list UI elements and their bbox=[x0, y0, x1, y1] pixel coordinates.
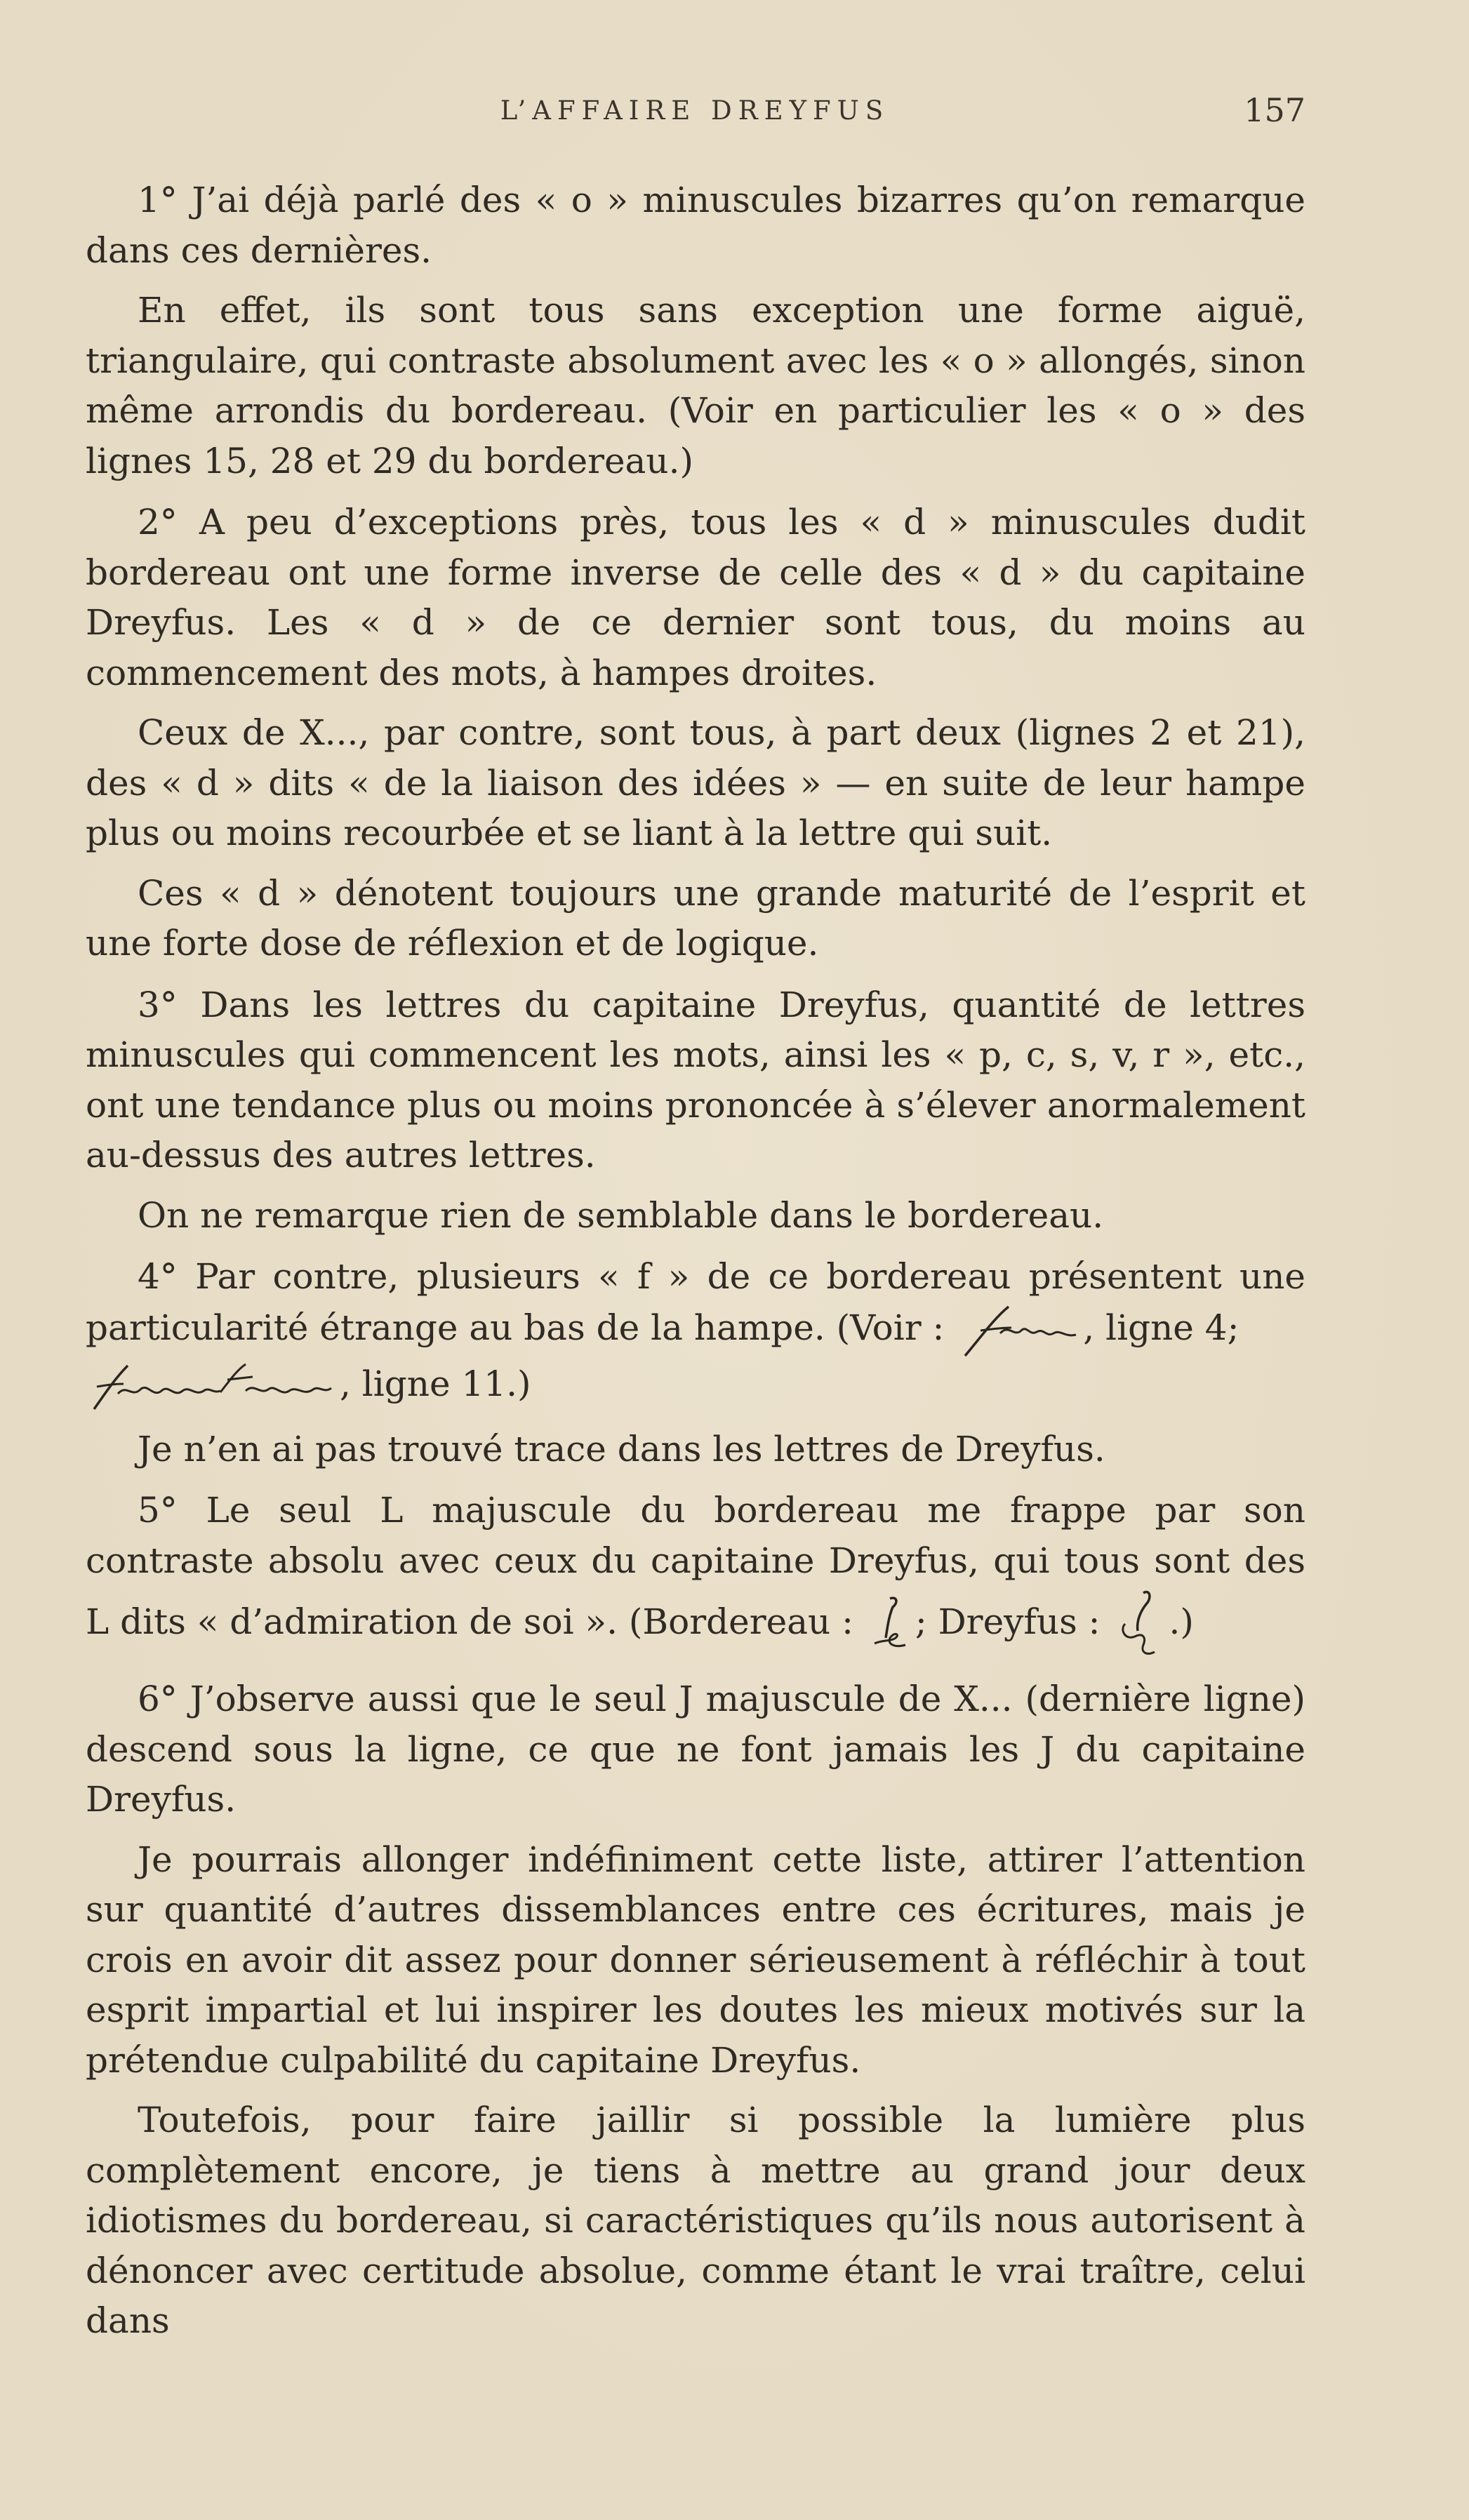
handwriting-sample-l-dreyfus bbox=[1115, 1586, 1164, 1663]
running-title: L’AFFAIRE DREYFUS bbox=[500, 95, 890, 126]
paragraph-8-text-b: , ligne 4; bbox=[1083, 1307, 1239, 1348]
handwriting-sample-f-ligne-4 bbox=[959, 1302, 1079, 1359]
paragraph-10-text-b: ; Dreyfus : bbox=[915, 1601, 1101, 1642]
paragraph-4: Ceux de X..., par contre, sont tous, à part deux (lignes 2 et 21), des « d » dits « de la liaison des idées » — en suite de leur hampe plus ou moins recourbée et se liant à la lettre qui suit. bbox=[86, 712, 1305, 853]
handwriting-sample-f-ligne-11 bbox=[90, 1359, 335, 1415]
page-header bbox=[84, 91, 1305, 133]
paragraph-8-text-a: 4° Par contre, plusieurs « f » de ce bordereau présentent une particularité étrange au bas de la hampe. (Voir : bbox=[86, 1256, 1305, 1348]
body-text bbox=[86, 175, 1305, 2356]
paragraph-10-text-a: 5° Le seul L majuscule du bordereau me frappe par son contraste absolu avec ceux du capitaine Dreyfus, qui tous sont des L dits « d’admiration de soi ». (Bordereau : bbox=[86, 1490, 1305, 1642]
paragraph-13: Toutefois, pour faire jaillir si possible la lumière plus complètement encore, je tiens à mettre au grand jour deux idiotismes du bordereau, si caractéristiques qu’ils nous autorisent à dénoncer avec certitude absolue, comme étant le vrai traître, celui dans bbox=[86, 2100, 1305, 2341]
paragraph-8 bbox=[86, 1252, 1305, 1415]
paragraph-6: 3° Dans les lettres du capitaine Dreyfus, quantité de lettres minuscules qui commencent les mots, ainsi les « p, c, s, v, r », etc., ont une tendance plus ou moins prononcée à s’élever anormalement au-dessus des autres lettres. bbox=[86, 984, 1305, 1175]
paragraph-5: Ces « d » dénotent toujours une grande maturité de l’esprit et une forte dose de réflexion et de logique. bbox=[86, 872, 1305, 964]
paragraph-1: 1° J’ai déjà parlé des « o » minuscules bizarres qu’on remarque dans ces dernières. bbox=[86, 180, 1305, 271]
paragraph-2: En effet, ils sont tous sans exception une forme aiguë, triangulaire, qui contraste absolument avec les « o » allongés, sinon même arrondis du bordereau. (Voir en particulier les « o » des lignes 15, 28 et 29 du bordereau.) bbox=[86, 290, 1305, 481]
paragraph-10 bbox=[86, 1486, 1305, 1663]
paragraph-12: Je pourrais allonger indéfiniment cette liste, attirer l’attention sur quantité d’autres dissemblances entre ces écritures, mais je crois en avoir dit assez pour donner sérieusement à réfléchir à tout esprit impartial et lui inspirer les doutes les mieux motivés sur la prétendue culpabilité du capitaine Dreyfus. bbox=[86, 1839, 1305, 2081]
paragraph-7: On ne remarque rien de semblable dans le bordereau. bbox=[138, 1194, 1104, 1236]
paragraph-3: 2° A peu d’exceptions près, tous les « d » minuscules dudit bordereau ont une forme inverse de celle des « d » du capitaine Dreyfus. Les « d » de ce dernier sont tous, du moins au commencement des mots, à hampes droites. bbox=[86, 502, 1305, 693]
handwriting-sample-l-bordereau bbox=[869, 1593, 911, 1656]
paragraph-10-text-c: .) bbox=[1169, 1601, 1194, 1642]
paragraph-11: 6° J’observe aussi que le seul J majuscule de X... (dernière ligne) descend sous la ligne, ce que ne font jamais les J du capitaine Dreyfus. bbox=[86, 1679, 1305, 1820]
paragraph-8-text-c: , ligne 11.) bbox=[340, 1363, 531, 1404]
paragraph-9: Je n’en ai pas trouvé trace dans les lettres de Dreyfus. bbox=[138, 1428, 1105, 1469]
page-number: 157 bbox=[1244, 91, 1305, 129]
